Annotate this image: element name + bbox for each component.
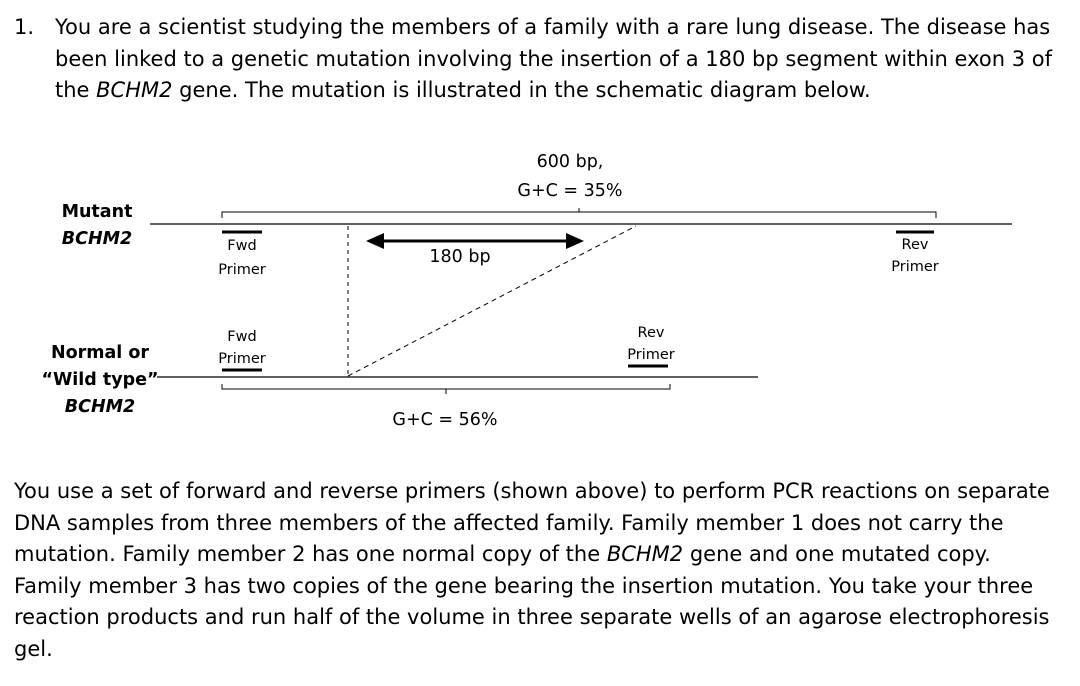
normal-label: Normal or “Wild type” BCHM2	[41, 343, 159, 417]
insert-arrow-left-head	[366, 233, 384, 249]
normal-rev-primer-label: Rev Primer	[627, 325, 675, 363]
gene-name: BCHM2	[606, 542, 684, 566]
insert-size-label: 180 bp	[429, 247, 491, 267]
mutant-amplicon-label: 600 bp, G+C = 35%	[517, 152, 623, 201]
mutant-rev-primer-label: Rev Primer	[891, 237, 939, 275]
mutant-fwd-primer-label: Fwd Primer	[218, 238, 266, 278]
normal-gc-label: G+C = 56%	[392, 410, 498, 430]
normal-amplicon-bracket	[222, 384, 670, 389]
mutant-label: Mutant BCHM2	[61, 202, 133, 249]
mutant-amplicon-bracket	[222, 212, 936, 218]
gene-name: BCHM2	[96, 78, 173, 102]
insert-arrow-right-head	[566, 233, 584, 249]
normal-fwd-primer-label: Fwd Primer	[218, 329, 266, 367]
question-body: You are a scientist studying the members of a family with a rare lung disease. The disease has been linked to a genetic mutation involving the insertion of a 180 bp segment within exon 3 of the BCHM2 gene. The mutation is illustrated in the schematic diagram below.	[55, 15, 1052, 102]
question-number: 1.	[14, 15, 35, 39]
procedure-paragraph: You use a set of forward and reverse primers (shown above) to perform PCR reactions on separate DNA samples from three members of the affected family. Family member 1 does not carry the mutation. Family member 2 has one normal copy of the BCHM2 gene and one mutated copy. Family member 3 has two copies of the gene bearing the insertion mutation. You take your three reaction products and run half of the volume in three separate wells of an agarose electrophoresis gel.	[14, 479, 1050, 661]
